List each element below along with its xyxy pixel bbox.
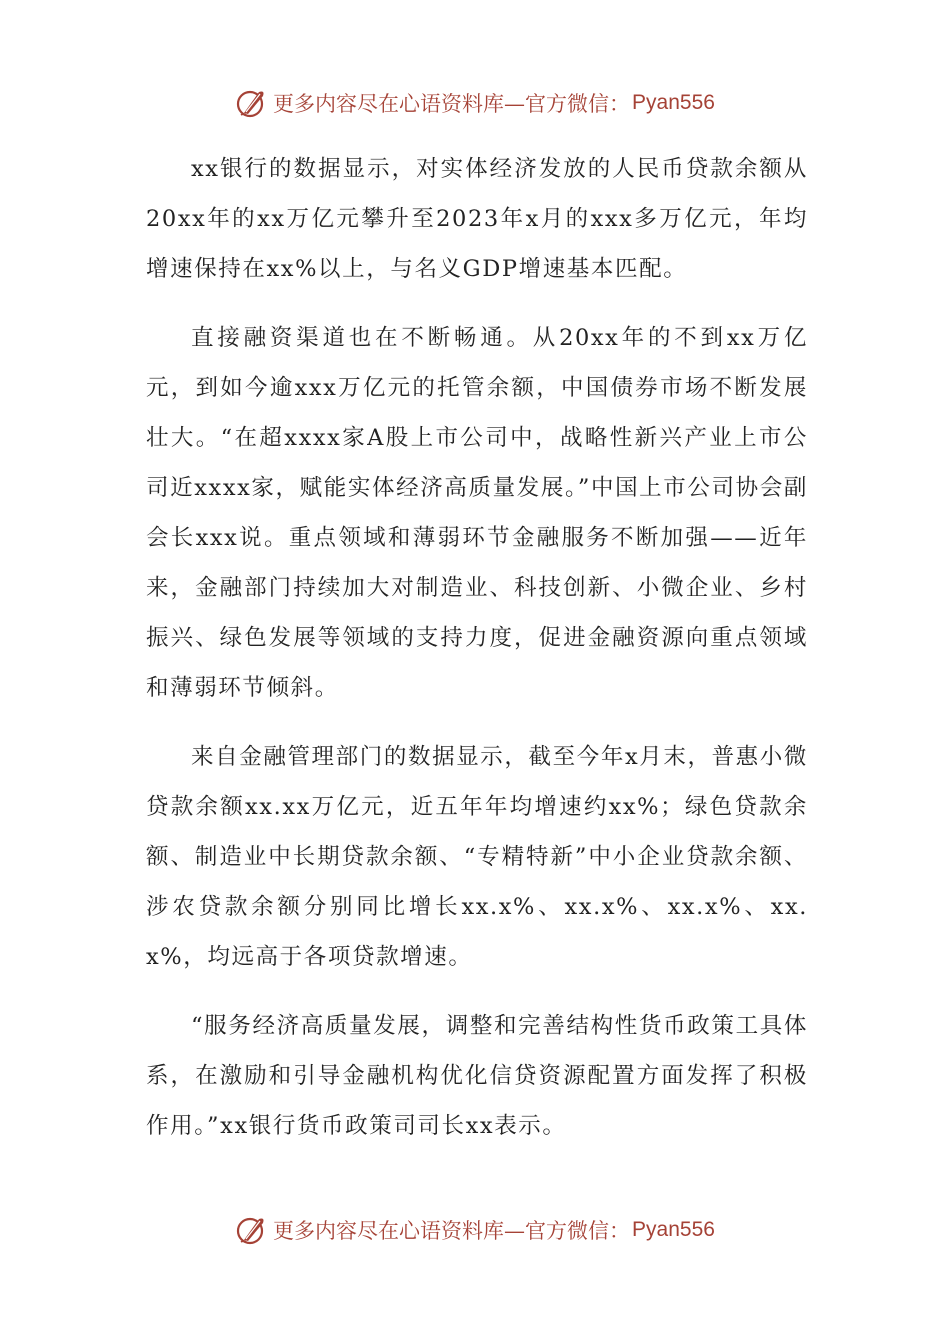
paragraph-4: “服务经济高质量发展，调整和完善结构性货币政策工具体系，在激励和引导金融机构优化信贷资源配置方面发挥了积极作用。”xx银行货币政策司司长xx表示。 <box>146 1013 808 1139</box>
quill-pen-circle-icon <box>235 1213 269 1247</box>
watermark-account: Pyan556 <box>632 1218 715 1241</box>
watermark-text: 更多内容尽在心语资料库—官方微信： <box>273 92 631 116</box>
paragraph-3: 来自金融管理部门的数据显示，截至今年x月末，普惠小微贷款余额xx.xx万亿元，近五年年均增速约xx%；绿色贷款余额、制造业中长期贷款余额、“专精特新”中小企业贷款余额、涉农贷款余额分别同比增长xx.x%、xx.x%、xx.x%、xx.x%，均远高于各项贷款增速。 <box>146 744 808 970</box>
watermark-text: 更多内容尽在心语资料库—官方微信： <box>273 1219 631 1243</box>
paragraph-1: xx银行的数据显示，对实体经济发放的人民币贷款余额从20xx年的xx万亿元攀升至2023年x月的xxx多万亿元，年均增速保持在xx%以上，与名义GDP增速基本匹配。 <box>146 156 808 282</box>
footer-watermark <box>0 1210 950 1250</box>
document-body <box>146 144 808 1170</box>
header-watermark <box>0 83 950 123</box>
paragraph-2: 直接融资渠道也在不断畅通。从20xx年的不到xx万亿元，到如今逾xxx万亿元的托管余额，中国债券市场不断发展壮大。“在超xxxx家A股上市公司中，战略性新兴产业上市公司近xxxx家，赋能实体经济高质量发展。”中国上市公司协会副会长xxx说。重点领域和薄弱环节金融服务不断加强——近年来，金融部门持续加大对制造业、科技创新、小微企业、乡村振兴、绿色发展等领域的支持力度，促进金融资源向重点领域和薄弱环节倾斜。 <box>146 325 808 701</box>
watermark-account: Pyan556 <box>632 91 715 114</box>
quill-pen-circle-icon <box>235 86 269 120</box>
